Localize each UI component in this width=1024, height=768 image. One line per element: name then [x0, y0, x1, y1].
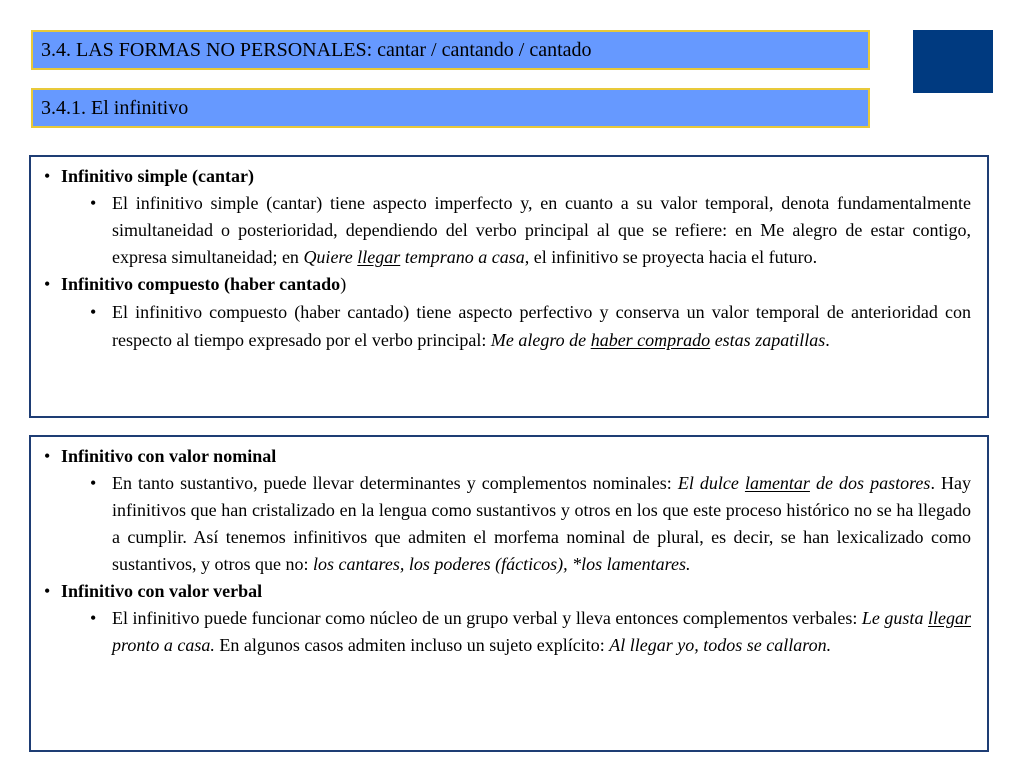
nominal-example-part2: de dos pastores [809, 473, 931, 493]
section-title-suffix: cantar / cantando / cantado [377, 39, 592, 61]
bullet-nominal-heading: • Infinitivo con valor nominal [41, 443, 979, 470]
bullet-simple-heading: • Infinitivo simple (cantar) [41, 163, 979, 190]
simple-text-part1: El infinitivo simple (cantar) tiene aspecto imperfecto y, en cuanto a su valor temporal, denota fundamentalmente simultaneidad o posterioridad, dependiendo del verbo principal al que se refiere: en Me alegro de estar contigo, expresa simultaneidad; en [112, 193, 971, 267]
verbal-example-subject: Al llegar yo, todos se callaron. [609, 635, 832, 655]
bullet-compuesto-text [41, 298, 971, 354]
verbal-example-part1: Le gusta [861, 608, 928, 628]
nominal-text-part1: En tanto sustantivo, puede llevar determinantes y complementos nominales: [112, 473, 678, 493]
nominal-example-underlined: lamentar [744, 473, 810, 493]
infinitive-forms-box [29, 155, 989, 418]
subsection-title: 3.4.1. El infinitivo [31, 88, 870, 128]
verbal-text-part2: En algunos casos admiten incluso un sujeto explícito: [214, 635, 610, 655]
verbal-example-part2: pronto a casa. [112, 635, 215, 655]
nominal-text-part2: . Hay infinitivos que han cristalizado en la lengua como sustantivos y otros en los que este proceso histórico no se ha llegado a cumplir. Así tenemos infinitivos que admiten el morfema nominal de plural, es decir, se han lexicalizado como sustantivos, y otros que no: [112, 473, 971, 574]
compuesto-text-part1: El infinitivo compuesto (haber cantado) tiene aspecto perfectivo y conserva un valor temporal de anterioridad con respecto al tiempo expresado por el verbo principal: [112, 302, 971, 350]
bullet-nominal-text [41, 470, 971, 578]
verbal-example-underlined: llegar [927, 608, 971, 628]
compuesto-text-part2: . [825, 330, 830, 350]
bullet-verbal-text [41, 605, 971, 659]
nominal-example-part1: El dulce [677, 473, 745, 493]
bullet-simple-text [41, 190, 971, 271]
section-title-prefix: 3.4. LAS FORMAS NO PERSONALES: [41, 39, 373, 61]
simple-example-underlined: llegar [357, 247, 401, 267]
verbal-text-part1: El infinitivo puede funcionar como núcleo de un grupo verbal y lleva entonces complementos verbales: [112, 608, 862, 628]
bullet-compuesto-heading: • Infinitivo compuesto (haber cantado) [41, 271, 979, 298]
section-title [31, 30, 870, 70]
bullet-verbal-heading: • Infinitivo con valor verbal [41, 578, 979, 605]
compuesto-example-part1: Me alegro de [490, 330, 591, 350]
compuesto-example-part2: estas zapatillas [710, 330, 826, 350]
nominal-example-plural: los cantares, los poderes (fácticos), *los lamentares. [313, 554, 691, 574]
brand-square [913, 30, 993, 93]
simple-text-part2: , el infinitivo se proyecta hacia el futuro. [524, 247, 818, 267]
infinitive-values-box [29, 435, 989, 752]
compuesto-example-underlined: haber comprado [590, 330, 711, 350]
simple-example-part1: Quiere [303, 247, 358, 267]
simple-example-part2: temprano a casa [400, 247, 525, 267]
